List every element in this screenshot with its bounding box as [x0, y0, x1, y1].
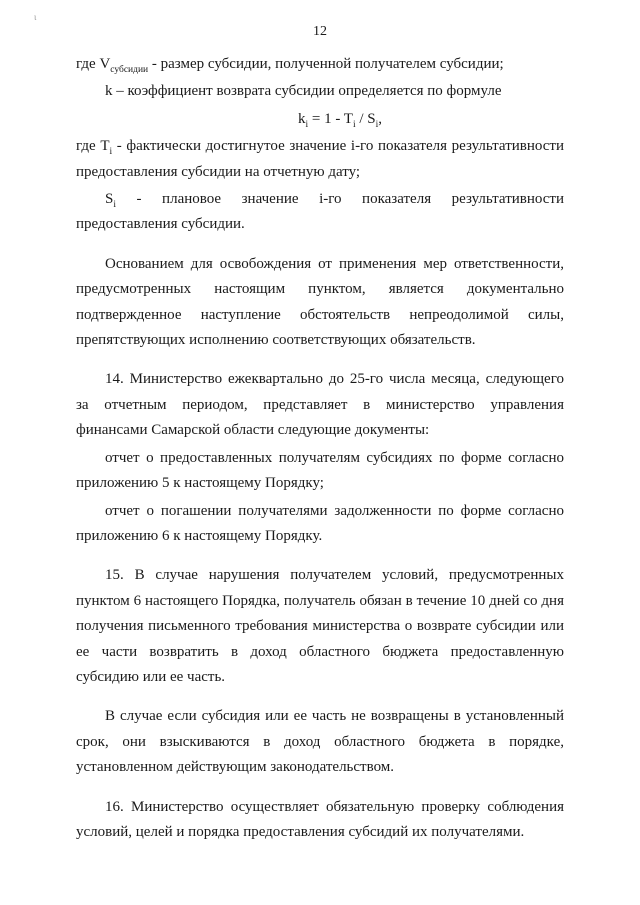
- formula-slash: / S: [355, 110, 376, 127]
- formula-s-sub: i: [375, 119, 379, 130]
- s-def-suffix: - плановое значение i-го показателя результативности предоставления субсидии.: [76, 191, 564, 233]
- paragraph-item-15: 15. В случае нарушения получателем условий, предусмотренных пунктом 6 настоящего Порядка, получатель обязан в течение 10 дней со дня получения письменного требования министерства о возврате субсидии или ее части возвратить в доход областного бюджета предоставленную субсидию или ее часть.: [76, 567, 564, 685]
- formula-k-sub: i: [305, 119, 309, 130]
- document-body: [76, 52, 564, 847]
- paragraph-item-16: 16. Министерство осуществляет обязательную проверку соблюдения условий, целей и порядка предоставления субсидий их получателями.: [76, 798, 564, 840]
- page-number: 12: [313, 24, 327, 39]
- formula-mid: = 1 - T: [308, 110, 353, 127]
- v-def-prefix: где V: [76, 56, 111, 72]
- paragraph-v-definition: [76, 52, 564, 77]
- paragraph-s-definition: [76, 187, 564, 238]
- paragraph-k-definition: k – коэффициент возврата субсидии определяется по формуле: [105, 83, 502, 100]
- t-def-subscript: i: [109, 147, 113, 158]
- t-def-suffix: - фактически достигнутое значение i-го показателя результативности предоставления субсидии на отчетную дату;: [76, 138, 564, 180]
- paragraph-item-14-report-2: отчет о погашении получателями задолженности по форме согласно приложению 6 к настоящему Порядку.: [76, 502, 564, 544]
- paragraph-item-15-recovery: В случае если субсидия или ее часть не возвращены в установленный срок, они взыскиваются в доход областного бюджета в порядке, установленном действующим законодательством.: [76, 708, 564, 776]
- paragraph-item-14: 14. Министерство ежеквартально до 25-го числа месяца, следующего за отчетным периодом, представляет в министерство управления финансами Самарской области следующие документы:: [76, 371, 564, 439]
- v-def-subscript: субсидии: [110, 65, 149, 75]
- paragraph-t-definition: [76, 134, 564, 185]
- t-def-prefix: где T: [76, 138, 110, 155]
- s-def-subscript: i: [113, 200, 116, 211]
- paragraph-force-majeure: Основанием для освобождения от применения мер ответственности, предусмотренных настоящим пунктом, является документально подтвержденное наступление обстоятельств непреодолимой силы, препятствующих исполнению соответствующих обязательств.: [76, 255, 564, 349]
- formula: [76, 107, 564, 132]
- s-def-prefix: S: [105, 191, 114, 208]
- formula-end: ,: [378, 110, 383, 127]
- corner-mark: ɩ: [34, 12, 37, 22]
- paragraph-item-14-report-1: отчет о предоставленных получателям субсидиях по форме согласно приложению 5 к настоящему Порядку;: [76, 449, 564, 492]
- formula-k: k: [297, 110, 306, 127]
- v-def-suffix: - размер субсидии, полученной получателем субсидии;: [148, 56, 504, 72]
- formula-t-sub: i: [352, 119, 356, 130]
